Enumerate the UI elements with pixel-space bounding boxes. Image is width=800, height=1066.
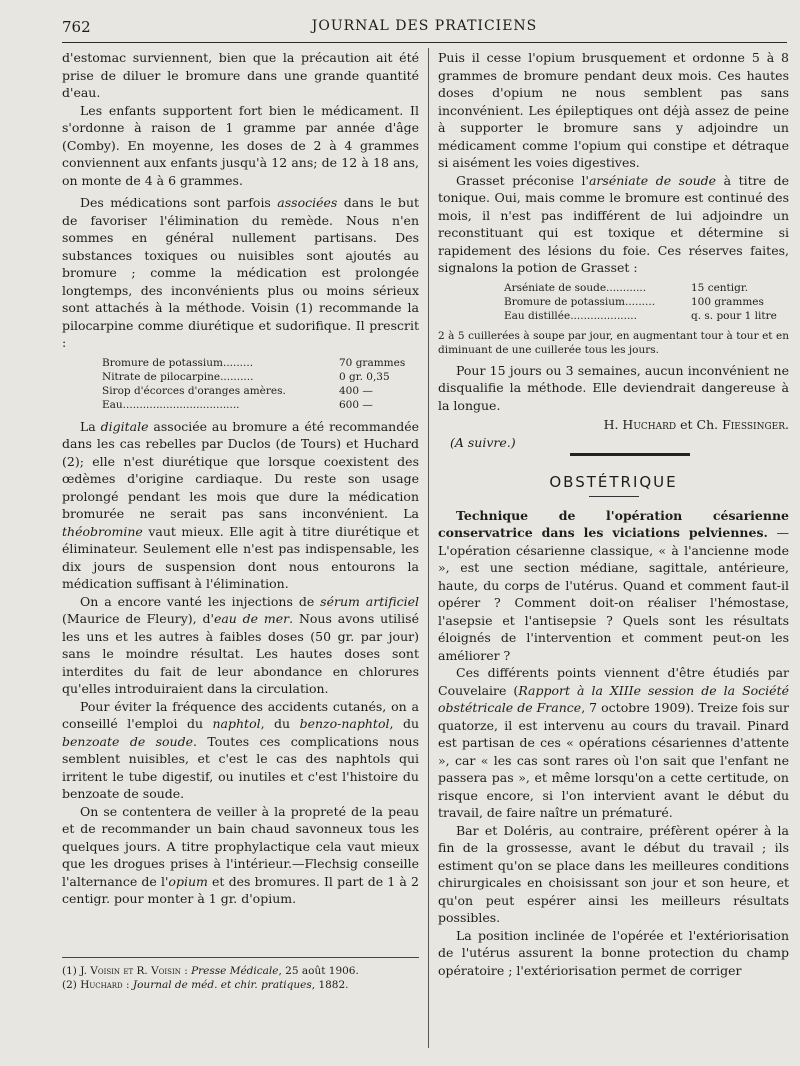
heading-rule: [589, 496, 639, 497]
recipe-item: Eau...................................: [102, 398, 240, 411]
recipe-item: Bromure de potassium.........: [504, 295, 656, 308]
paragraph: Ces différents points viennent d'être étudiés par Couvelaire (Rapport à la XIIIe session de la Société obstétricale de France, 7 octobre 1909). Treize fois sur quatorze, il est intervenu au cours du travail. Pinard est partisan de ces « opérations césariennes d'attente », car « les cas sont rares où l'on sait que l'enfant ne passera pas », et même lorsqu'on a cette certitude, on risque encore, si l'on intervient avant le début du travail, de faire naître un prématuré.: [438, 665, 789, 820]
footnote-2: (2) Huchard : Journal de méd. et chir. pratiques, 1882.: [62, 979, 349, 991]
footnote-rule: [62, 957, 419, 958]
paragraph: d'estomac surviennent, bien que la précaution ait été prise de diluer le bromure dans une grande quantité d'eau.: [62, 50, 419, 100]
paragraph: Des médications sont parfois associées dans le but de favoriser l'élimination du remède. Nous n'en sommes en général nullement partisans. Des substances toxiques ou nuisibles sont ajoutés au bromure ; comme la médication est prolongée longtemps, des inconvénients plus ou moins sérieux sont attachés à la méthode. Voisin (1) recommande la pilocarpine comme diurétique et sudorifique. Il prescrit :: [62, 195, 420, 350]
recipe-item: Arséniate de soude............: [504, 281, 647, 294]
paragraph: Pour 15 jours ou 3 semaines, aucun inconvénient ne disqualifie la méthode. Elle deviendrait dangereuse à la longue.: [438, 362, 789, 413]
left-column: [62, 49, 419, 908]
paragraph: Les enfants supportent fort bien le médicament. Il s'ordonne à raison de 1 gramme par année d'âge (Comby). En moyenne, les doses de 2 à 4 grammes conviennent aux enfants jusqu'à 12 ans; de 12 à 18 ans, on monte de 4 à 6 grammes.: [62, 102, 419, 188]
page-number: 762: [62, 18, 91, 36]
paragraph: La digitale associée au bromure a été recommandée dans les cas rebelles par Duclos (de Tours) et Huchard (2); elle n'est diurétique que lorsque coexistent des œdèmes d'origine cardiaque. Du reste son usage prolongé pendant les mois que dure la médication bromurée ne serait pas sans inconvénient. La théobromine vaut mieux. Elle agit à titre diurétique et éliminateur. Seulement elle n'est pas indispensable, les dix jours de suspension dont nous entourons la médication suffisant à l'élimination.: [62, 418, 419, 591]
paragraph: Bar et Doléris, au contraire, préfèrent opérer à la fin de la grossesse, avant le début du travail ; ils estiment qu'on se place dans les meilleures conditions chirurgicales en choisissant son jour et son heure, et qu'on peut espérer ainsi les meilleurs résultats possibles.: [438, 822, 789, 925]
paragraph: Grasset préconise l'arséniate de soude à titre de tonique. Oui, mais comme le bromure est continué des mois, il n'est pas indifférent de lui adjoindre un reconstituant qui est toxique et détermine si rapidement des lésions du foie. Ces réserves faites, signalons la potion de Grasset :: [438, 172, 789, 275]
section-separator: [570, 453, 690, 456]
recipe-item: Eau distillée....................: [504, 309, 637, 322]
dosage-note: 2 à 5 cuillerées à soupe par jour, en augmentant tour à tour et en diminuant de une cuillerée tous les jours.: [438, 329, 789, 356]
paragraph: On se contentera de veiller à la propreté de la peau et de recommander un bain chaud savonneux tous les quelques jours. A titre prophylactique cela vaut mieux que les drogues prises à l'intérieur.—Flechsig conseille l'alternance de l'opium et des bromures. Il part de 1 à 2 centigr. pour monter à 1 gr. d'opium.: [62, 803, 419, 906]
prescription-grasset: Arséniate de soude............ 15 centigr. Bromure de potassium......... 100 grammes Eau distillée.................... q. s. pour 1 litre: [504, 281, 777, 322]
paragraph: On a encore vanté les injections de sérum artificiel (Maurice de Fleury), d'eau de mer. Nous avons utilisé les uns et les autres à faibles doses (50 gr. par jour) sans le moindre résultat. Les hautes doses sont interdites du fait de leur abondance en chlorures qu'elles introduiraient dans la circulation.: [62, 593, 419, 696]
recipe-item: Nitrate de pilocarpine..........: [102, 370, 254, 383]
running-header: [62, 14, 787, 43]
prescription-voisin: Bromure de potassium......... 70 grammes Nitrate de pilocarpine.......... 0 gr. 0,35 Sirop d'écorces d'oranges amères. 400 — Eau................................... 600 —: [102, 356, 406, 411]
section-heading: OBSTÉTRIQUE: [549, 473, 678, 491]
column-divider: [428, 48, 429, 1048]
signature: H. Huchard et Ch. Fiessinger.: [603, 417, 789, 432]
right-column: [438, 49, 789, 979]
article-title: Technique de l'opération césarienne conservatrice dans les viciations pelviennes.: [438, 507, 789, 540]
paragraph: Pour éviter la fréquence des accidents cutanés, on a conseillé l'emploi du naphtol, du benzo-naphtol, du benzoate de soude. Toutes ces complications nous semblent nuisibles, et c'est le cas des naphtols qui irritent le tube digestif, ou inutiles et c'est l'histoire du benzoate de soude.: [62, 698, 419, 801]
journal-title: JOURNAL DES PRATICIENS: [311, 18, 538, 34]
paragraph: La position inclinée de l'opérée et l'extériorisation de l'utérus assurent la bonne protection du champ opératoire ; l'extériorisation permet de corriger: [438, 927, 789, 978]
article-paragraph: Technique de l'opération césarienne conservatrice dans les viciations pelviennes. — L'opération césarienne classique, « à l'ancienne mode », est une section médiane, sagittale, antérieure, haute, du corps de l'utérus. Quand et comment faut-il opérer ? Comment doit-on réaliser l'hémostase, l'asepsie et l'antisepsie ? Quels sont les résultats éloignés de l'intervention et comment peut-on les améliorer ?: [438, 507, 789, 663]
recipe-item: Sirop d'écorces d'oranges amères.: [102, 384, 286, 397]
to-be-continued: (A suivre.): [450, 434, 516, 450]
paragraph: Puis il cesse l'opium brusquement et ordonne 5 à 8 grammes de bromure pendant deux mois. Ces hautes doses d'opium ne nous semblent pas sans inconvénient. Les épileptiques ont déjà assez de peine à supporter le bromure sans y adjoindre un médicament comme l'opium qui constipe et détraque si aisément les voies digestives.: [438, 50, 789, 170]
footnote-1: (1) J. Voisin et R. Voisin : Presse Médicale, 25 août 1906.: [62, 965, 359, 977]
recipe-item: Bromure de potassium.........: [102, 356, 254, 369]
